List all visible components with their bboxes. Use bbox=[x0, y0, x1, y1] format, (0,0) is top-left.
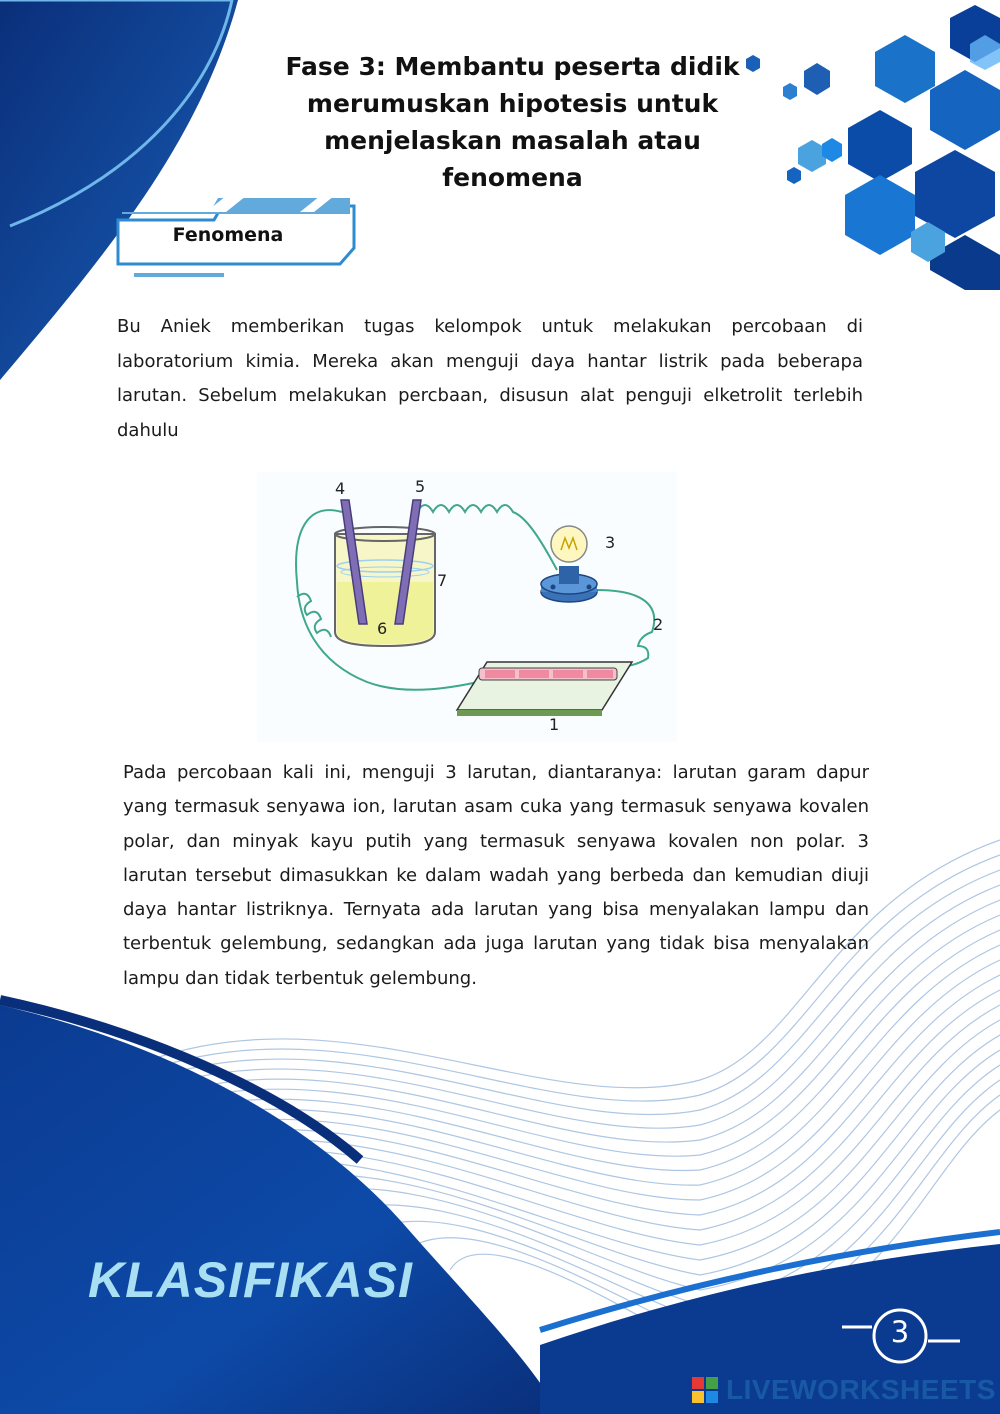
experiment-paragraph: Pada percobaan kali ini, menguji 3 larutan, diantaranya: larutan garam dapur yang termasuk senyawa ion, larutan asam cuka yang termasuk senyawa kovalen polar, dan minyak kayu putih yang termasuk senyawa kovalen non polar. 3 larutan tersebut dimasukkan ke dalam wadah yang berbeda dan kemudian diuji daya hantar listriknya. Ternyata ada larutan yang bisa menyalakan lampu dan terbentuk gelembung, sedangkan ada juga larutan yang tidak bisa menyalakan lampu dan tidak terbentuk gelembung. bbox=[123, 762, 869, 989]
figure-label-1: 1 bbox=[549, 715, 560, 734]
bottom-left-shape bbox=[0, 1005, 560, 1414]
figure-label-4: 4 bbox=[335, 479, 346, 498]
liveworksheets-logo-icon bbox=[692, 1377, 718, 1403]
section-label: Fenomena bbox=[172, 224, 284, 246]
figure-label-6: 6 bbox=[377, 619, 388, 638]
intro-paragraph: Bu Aniek memberikan tugas kelompok untuk melakukan percobaan di laboratorium kimia. Mereka akan menguji daya hantar listrik pada beberapa larutan. Sebelum melakukan percbaan, disusun alat penguji elketrolit terlebih dahulu bbox=[117, 316, 863, 441]
category-heading: KLASIFIKASI bbox=[88, 1252, 413, 1308]
watermark-text: LIVEWORKSHEETS bbox=[726, 1374, 996, 1405]
electrolyte-tester-illustration bbox=[257, 472, 677, 742]
figure-label-7: 7 bbox=[437, 571, 448, 590]
page-title: Fase 3: Membantu peserta didik merumuskan hipotesis untuk menjelaskan masalah atau fenomena bbox=[285, 52, 740, 192]
figure-label-5: 5 bbox=[415, 477, 426, 496]
hexagon-decoration bbox=[746, 5, 1000, 290]
figure-label-3: 3 bbox=[605, 533, 616, 552]
page-number: 3 bbox=[890, 1315, 910, 1349]
figure-label-2: 2 bbox=[653, 615, 664, 634]
